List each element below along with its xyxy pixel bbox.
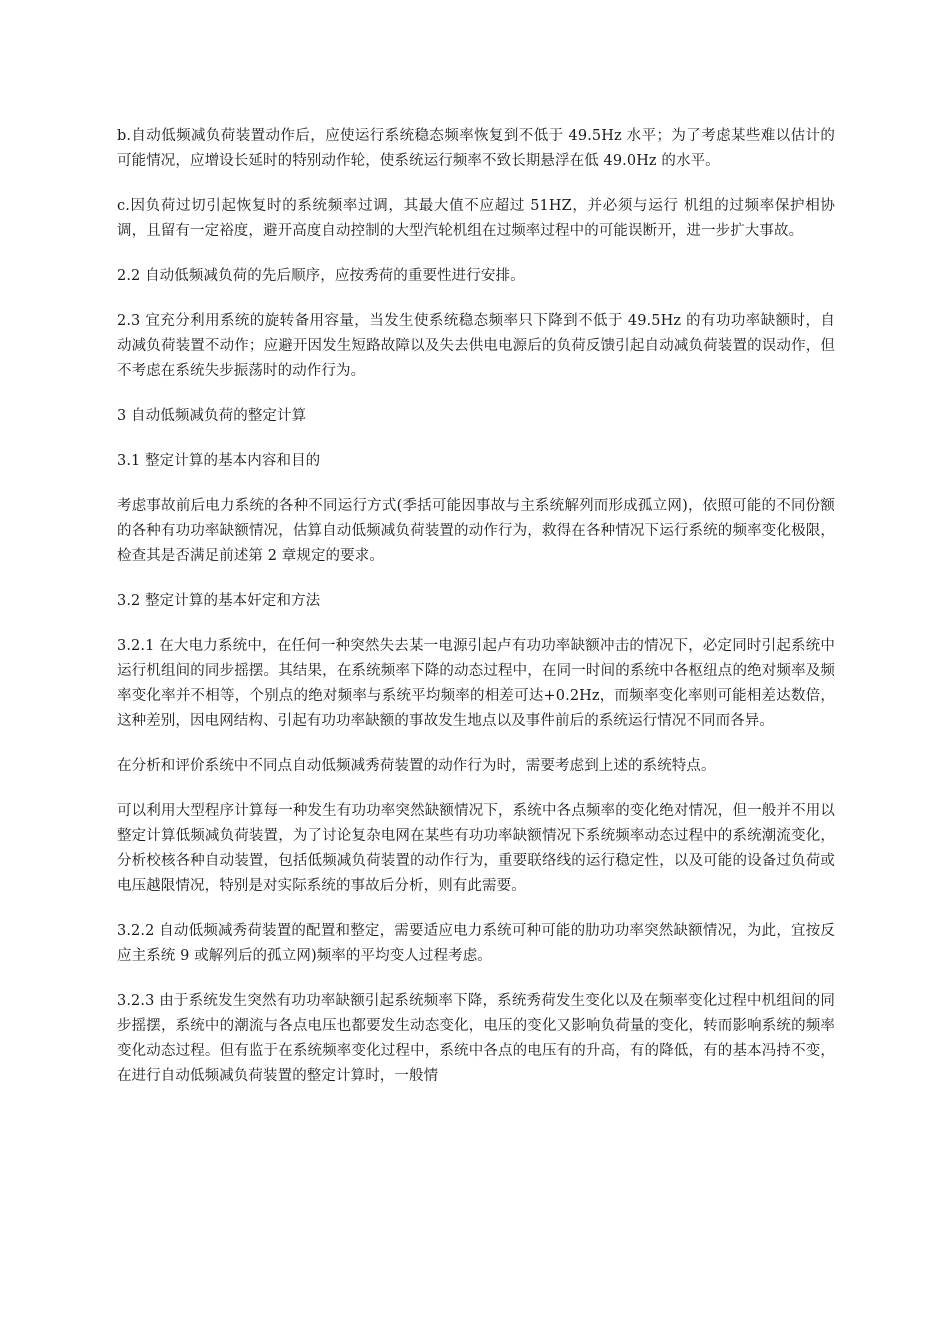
paragraph-b-recovery: b.自动低频减负荷装置动作后，应使运行系统稳态频率恢复到不低于 49.5Hz 水平；为了考虑某些难以估计的可能情况，应增设长延时的特别动作轮，使系统运行频率不致长期悬浮在低 49.0Hz 的水平。: [117, 128, 835, 169]
paragraph-2-3: 2.3 宜充分利用系统的旋转备用容量，当发生使系统稳态频率只下降到不低于 49.5Hz 的有功功率缺额时，自动减负荷装置不动作；应避开因发生短路故障以及失去供电电源后的负荷反馈引起自动减负荷装置的误动作，但不考虑在系统失步振荡时的动作行为。: [117, 313, 835, 379]
paragraph-3-2-3: 3.2.3 由于系统发生突然有功功率缺额引起系统频率下降，系统秀荷发生变化以及在频率变化过程中机组间的同步摇摆，系统中的潮流与各点电压也都要发生动态变化，电压的变化又影响负荷量的变化，转而影响系统的频率变化动态过程。但有监于在系统频率变化过程中，系统中各点的电压有的升高，有的降低，有的基本冯持不变，在进行自动低频减负荷装置的整定计算时，一般情: [117, 993, 835, 1084]
paragraph-3-2-2: 3.2.2 自动低频减秀荷装置的配置和整定，需要适应电力系统可种可能的肋功功率突然缺额情况，为此，宜按反应主系统 9 或解列后的孤立网)频率的平均变人过程考虑。: [117, 923, 835, 964]
paragraph-3-1-body: 考虑事故前后电力系统的各种不同运行方式(季括可能因事故与主系统解列而形成孤立网)，依照可能的不同份额的各种有功功率缺额情况，估算自动低频减负荷装置的动作行为，救得在各种情况下运行系统的频率变化极限，检查其是否满足前述第 2 章规定的要求。: [117, 498, 835, 564]
section-heading-3-2: 3.2 整定计算的基本奸定和方法: [117, 593, 321, 609]
paragraph-program-calc: 可以利用大型程序计算每一种发生有功功率突然缺额情况下，系统中各点频率的变化绝对情况，但一般并不用以整定计算低频减负荷装置，为了讨论复杂电网在某些有功功率缺额情况下系统频率动态过程中的系统潮流变化，分析校核各种自动装置，包括低频减负荷装置的动作行为，重要联络线的运行稳定性，以及可能的设备过负荷或电压越限情况，特别是对实际系统的事故后分析，则有此需要。: [117, 803, 835, 894]
section-heading-3: 3 自动低频减负荷的整定计算: [117, 408, 307, 424]
section-heading-3-1: 3.1 整定计算的基本内容和目的: [117, 453, 321, 469]
paragraph-analysis-note: 在分析和评价系统中不同点自动低频减秀荷装置的动作行为时，需要考虑到上述的系统特点。: [117, 758, 716, 774]
paragraph-2-2: 2.2 自动低频减负荷的先后顺序，应按秀荷的重要性进行安排。: [117, 268, 525, 284]
document-body: [117, 124, 835, 1109]
paragraph-3-2-1: 3.2.1 在大电力系统中，在任何一种突然失去某一电源引起卢有功功率缺额冲击的情况下，必定同时引起系统中运行机组间的同步摇摆。其结果，在系统频率下降的动态过程中，在同一时间的系统中各枢纽点的绝对频率及频率变化率并不相等，个别点的绝对频率与系统平均频率的相差可达+0.2Hz，而频率变化率则可能相差达数倍，这种差别，因电网结构、引起有功功率缺额的事故发生地点以及事件前后的系统运行情况不同而各异。: [117, 638, 835, 729]
paragraph-c-overshoot: c.因负荷过切引起恢复时的系统频率过调，其最大值不应超过 51HZ，并必须与运行 机组的过频率保护相协调，且留有一定裕度，避开高度自动控制的大型汽轮机组在过频率过程中的可能误断开，进一步扩大事故。: [117, 198, 835, 239]
